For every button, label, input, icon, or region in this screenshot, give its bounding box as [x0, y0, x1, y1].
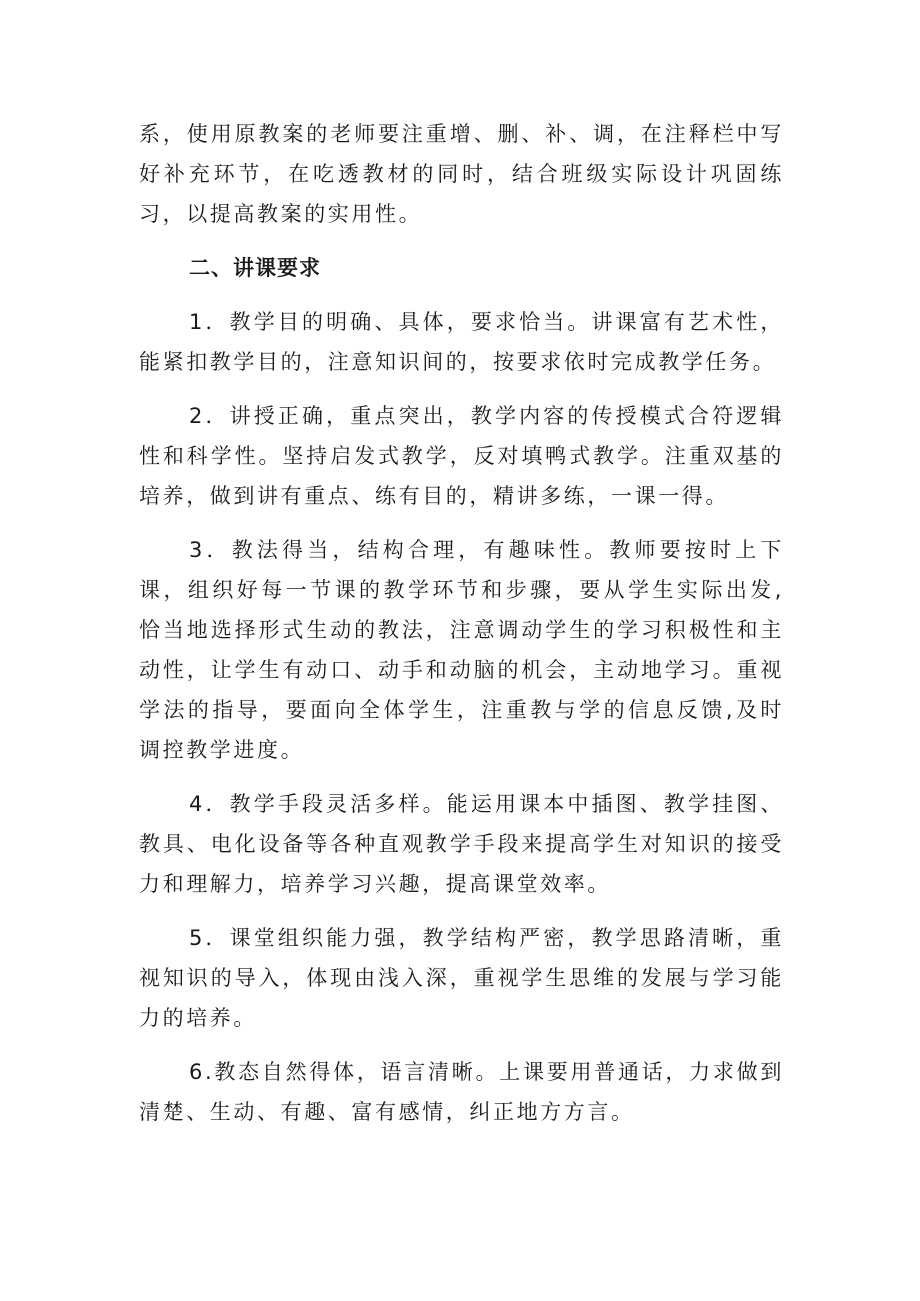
section-heading: 二、讲课要求 [189, 256, 321, 280]
requirement-item-1: 1．教学目的明确、具体，要求恰当。讲课富有艺术性，能紧扣教学目的，注意知识间的，按要求依时完成教学任务。 [139, 310, 784, 374]
requirement-item-5: 5．课堂组织能力强，教学结构严密，教学思路清晰，重视知识的导入，体现由浅入深，重视学生思维的发展与学习能力的培养。 [139, 926, 784, 1030]
requirement-item-4: 4．教学手段灵活多样。能运用课本中插图、教学挂图、教具、电化设备等各种直观教学手段来提高学生对知识的接受力和理解力，培养学习兴趣，提高课堂效率。 [139, 792, 784, 896]
requirement-item-3: 3．教法得当，结构合理，有趣味性。教师要按时上下课，组织好每一节课的教学环节和步骤，要从学生实际出发,恰当地选择形式生动的教法，注意调动学生的学习积极性和主动性，让学生有动口、动手和动脑的机会，主动地学习。重视学法的指导，要面向全体学生，注重教与学的信息反馈,及时调控教学进度。 [139, 538, 784, 762]
requirement-item-2: 2．讲授正确，重点突出，教学内容的传授模式合符逻辑性和科学性。坚持启发式教学，反对填鸭式教学。注重双基的培养，做到讲有重点、练有目的，精讲多练，一课一得。 [139, 404, 784, 508]
document-body [139, 114, 784, 1146]
requirement-item-6: 6.教态自然得体，语言清晰。上课要用普通话，力求做到清楚、生动、有趣、富有感情，纠正地方方言。 [139, 1060, 784, 1124]
intro-paragraph: 系，使用原教案的老师要注重增、删、补、调，在注释栏中写好补充环节，在吃透教材的同时，结合班级实际设计巩固练习，以提高教案的实用性。 [139, 122, 784, 226]
